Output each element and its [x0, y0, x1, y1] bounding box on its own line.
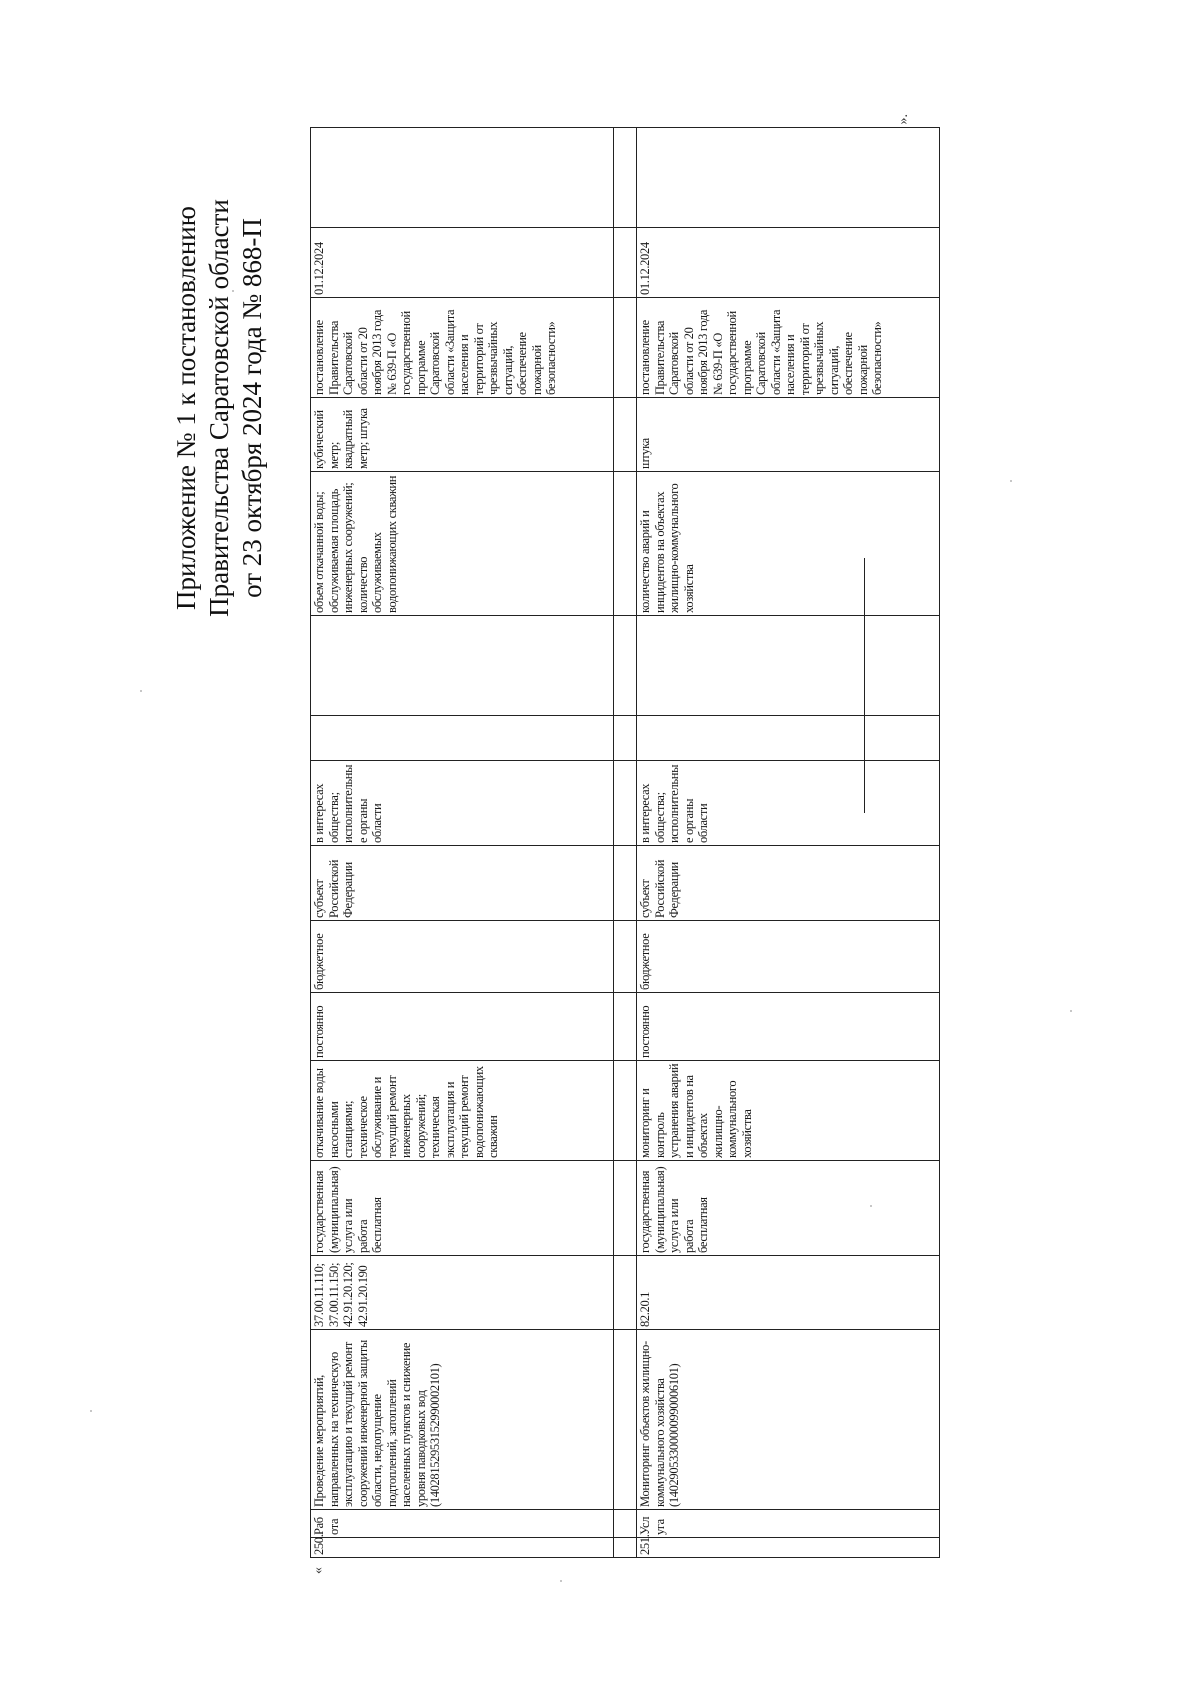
cell-indicator: объем откачанной воды; обслуживаемая площадь инженерных сооружений; количество обслуживаемых водопонижающих скважин	[311, 472, 614, 616]
cell-period: постоянно	[637, 993, 940, 1061]
cell-date: 01.12.2024	[311, 228, 614, 298]
cell-kind: Услуга	[637, 1510, 940, 1538]
cell-service-type: государственная (муниципальная) услуга или работа бесплатная	[637, 1161, 940, 1256]
heading-line-3: от 23 октября 2024 года № 868-П	[237, 218, 267, 598]
annex-table	[310, 127, 940, 1558]
opening-quote: «	[311, 1567, 326, 1574]
cell-name: Проведение мероприятий, направленных на техническую эксплуатацию и текущий ремонт сооружений инженерной защиты области, недопущение подтоплений, затоплений населенных пунктов и снижение уровня паводковых вод (14028152953152990002101)	[311, 1330, 614, 1510]
cell-service-type: государственная (муниципальная) услуга или работа бесплатная	[311, 1161, 614, 1256]
document-heading	[170, 128, 269, 688]
table-spacer-row	[614, 128, 637, 1558]
cell-codes: 82.20.1	[637, 1256, 940, 1330]
cell-period: постоянно	[311, 993, 614, 1061]
cell-empty	[311, 616, 614, 716]
annex-page	[170, 114, 1030, 1574]
cell-empty	[637, 716, 940, 761]
cell-date: 01.12.2024	[637, 228, 940, 298]
cell-basis: постановление Правительства Саратовской области от 20 ноября 2013 года № 639-П «О государственной программе Саратовской области «Защита населения и территорий от чрезвычайных ситуаций, обеспечение пожарной безопасности»	[311, 298, 614, 398]
row-number: 250.	[311, 1538, 614, 1558]
cell-unit: кубический метр; квадратный метр; штука	[311, 398, 614, 472]
separator-line	[864, 558, 865, 813]
heading-line-1: Приложение № 1 к постановлению	[171, 206, 201, 610]
closing-quote: ».	[896, 114, 911, 125]
scan-speck	[140, 690, 142, 692]
cell-unit: штука	[637, 398, 940, 472]
cell-empty	[311, 128, 614, 228]
cell-kind: Работа	[311, 1510, 614, 1538]
cell-level: субъект Российской Федерации	[311, 846, 614, 921]
table-row	[311, 128, 614, 1558]
cell-content: откачивание воды насосными станциями; техническое обслуживание и текущий ремонт инженерных сооружений; техническая эксплуатация и текущий ремонт водопонижающих скважин	[311, 1061, 614, 1161]
cell-empty	[637, 128, 940, 228]
cell-consumers: в интересах общества; исполнительные органы области	[637, 761, 940, 846]
heading-line-2: Правительства Саратовской области	[204, 199, 234, 617]
cell-institution: бюджетное	[637, 921, 940, 993]
cell-basis: постановление Правительства Саратовской области от 20 ноября 2013 года № 639-П «О государственной программе Саратовской области «Защита населения и территорий от чрезвычайных ситуаций, обеспечение пожарной безопасности»	[637, 298, 940, 398]
cell-name: Мониторинг объектов жилищно-коммунального хозяйства (14029053300000990006101)	[637, 1330, 940, 1510]
cell-level: субъект Российской Федерации	[637, 846, 940, 921]
cell-consumers: в интересах общества; исполнительные органы области	[311, 761, 614, 846]
scan-speck	[90, 1410, 92, 1412]
cell-content: мониторинг и контроль устранения аварий и инцидентов на объектах жилищно-коммунального хозяйства	[637, 1061, 940, 1161]
cell-empty	[311, 716, 614, 761]
cell-codes: 37.00.11.110; 37.00.11.150; 42.91.20.120; 42.91.20.190	[311, 1256, 614, 1330]
scan-speck	[560, 1580, 562, 1582]
cell-institution: бюджетное	[311, 921, 614, 993]
cell-indicator: количество аварий и инцидентов на объектах жилищно-коммунального хозяйства	[637, 472, 940, 616]
row-number: 251.	[637, 1538, 940, 1558]
scan-speck	[1070, 1010, 1072, 1012]
cell-empty	[637, 616, 940, 716]
table-row	[637, 128, 940, 1558]
